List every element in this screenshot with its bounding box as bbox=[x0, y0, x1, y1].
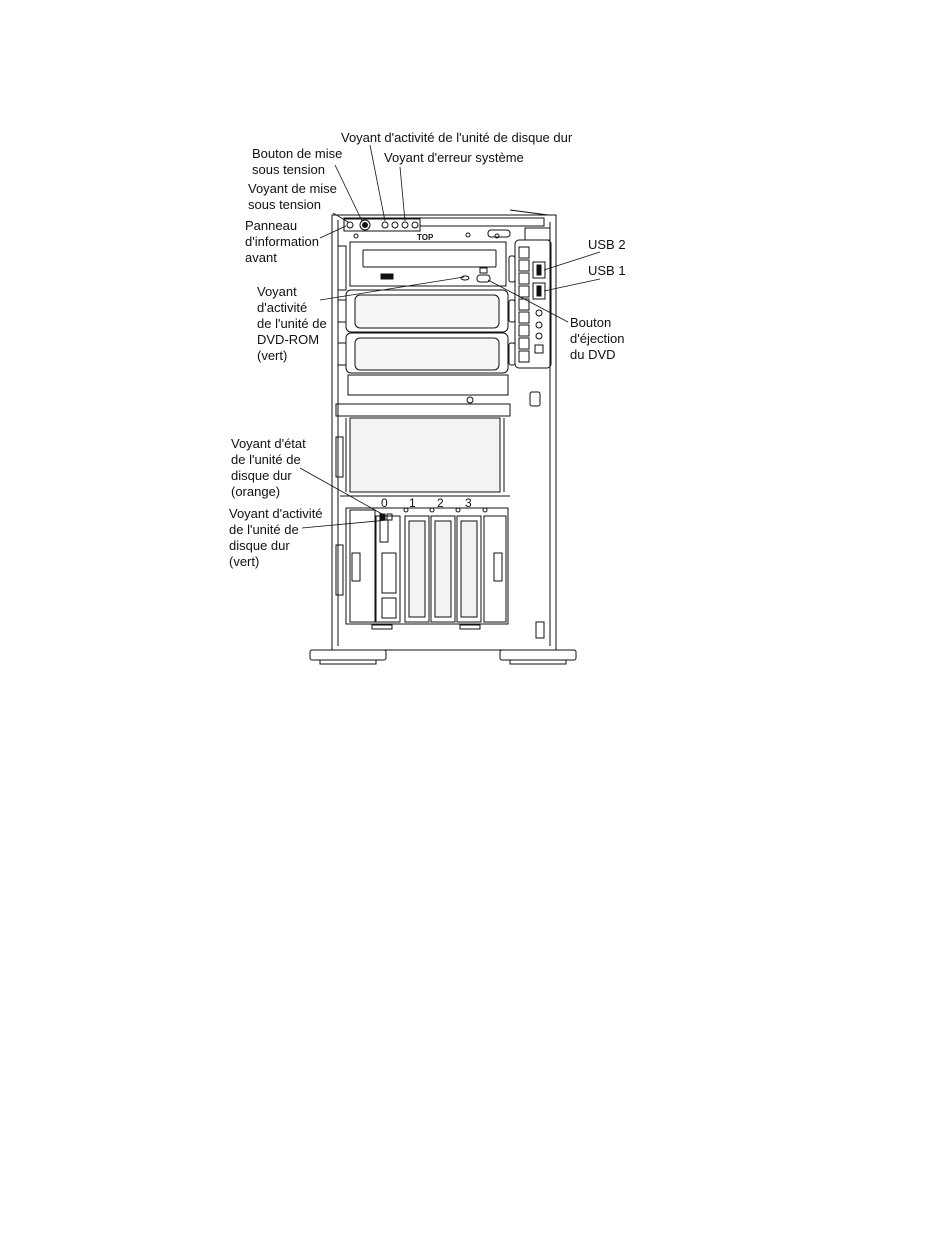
label-hdd-activity-led: Voyant d'activité de l'unité de disque dur (vert) bbox=[229, 506, 323, 569]
right-foot bbox=[500, 650, 576, 660]
bay-number-1: 1 bbox=[409, 496, 416, 510]
bay-number-3: 3 bbox=[465, 496, 472, 510]
label-power-led: Voyant de mise sous tension bbox=[248, 181, 337, 212]
label-dvd-eject-button: Bouton d'éjection du DVD bbox=[570, 315, 625, 362]
label-dvd-activity-led: Voyant d'activité de l'unité de DVD-ROM (vert) bbox=[257, 284, 327, 363]
left-foot bbox=[310, 650, 386, 660]
dvd-drive-bay bbox=[350, 242, 506, 286]
hdd-status-led bbox=[380, 514, 385, 520]
label-system-error: Voyant d'erreur système bbox=[384, 150, 524, 165]
label-usb-2: USB 2 bbox=[588, 237, 626, 252]
bay-number-2: 2 bbox=[437, 496, 444, 510]
hdd-activity-led bbox=[387, 514, 392, 520]
label-power-button: Bouton de mise sous tension bbox=[252, 146, 343, 177]
dvd-eject-button bbox=[477, 275, 490, 282]
panel-top-marking: TOP bbox=[417, 233, 434, 242]
bay-number-0: 0 bbox=[381, 496, 388, 510]
dvd-tray bbox=[363, 250, 496, 267]
label-hdd-activity-top: Voyant d'activité de l'unité de disque dur bbox=[341, 130, 573, 145]
fan-grille bbox=[350, 418, 500, 492]
label-front-info-panel: Panneau d'information avant bbox=[245, 218, 320, 265]
label-usb-1: USB 1 bbox=[588, 263, 626, 278]
label-hdd-status-led: Voyant d'état de l'unité de disque dur (orange) bbox=[231, 436, 306, 499]
